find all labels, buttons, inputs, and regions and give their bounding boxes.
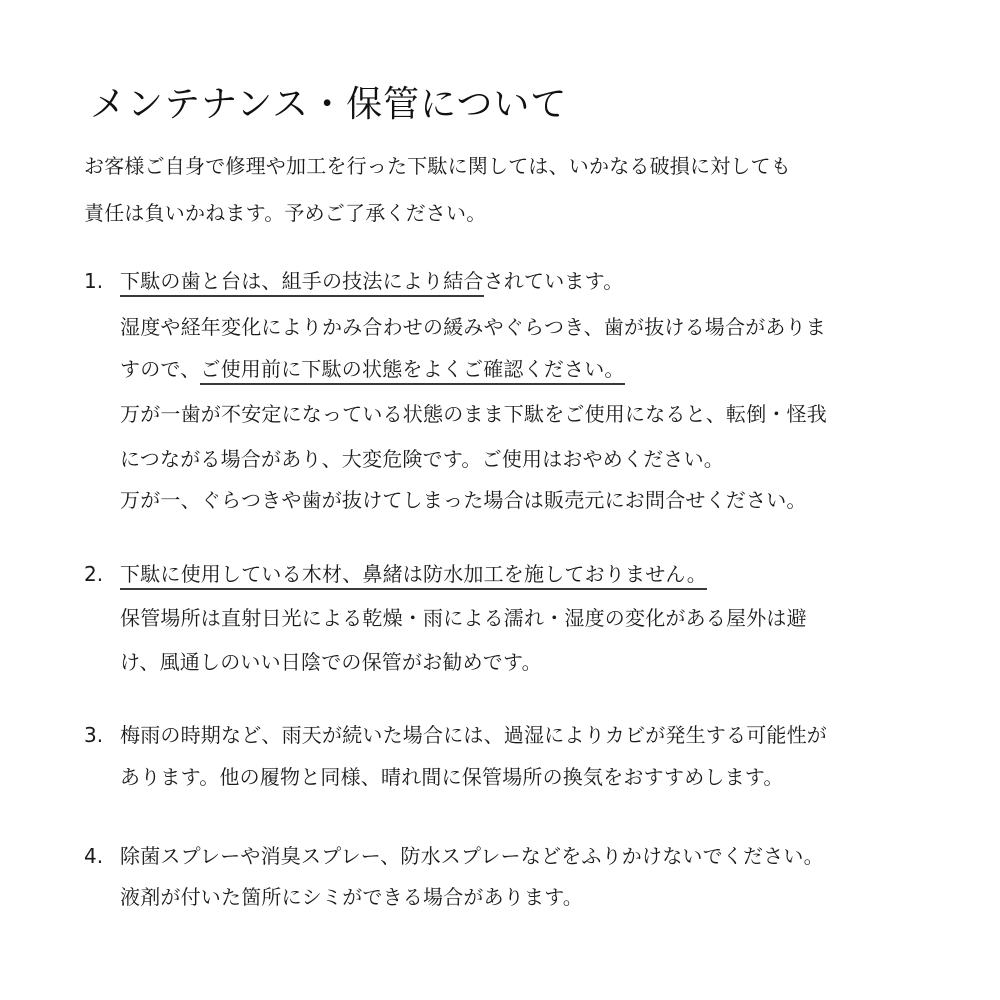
item-number: 3. <box>84 723 104 747</box>
item-number: 1. <box>84 269 104 293</box>
item-line: け、風通しのいい日陰での保管がお勧めです。 <box>120 650 542 674</box>
intro-line: お客様ご自身で修理や加工を行った下駄に関しては、いかなる破損に対しても <box>84 154 791 178</box>
item-line: 除菌スプレーや消臭スプレー、防水スプレーなどをふりかけないでください。 <box>120 844 824 868</box>
item-line: 湿度や経年変化によりかみ合わせの緩みやぐらつき、歯が抜ける場合がありま <box>120 315 826 339</box>
underlined-text: ご使用前に下駄の状態をよくご確認ください。 <box>200 357 624 385</box>
item-line: 万が一歯が不安定になっている状態のまま下駄をご使用になると、転倒・怪我 <box>120 402 827 426</box>
item-line <box>120 560 707 588</box>
item-line <box>120 267 623 295</box>
item-line <box>120 355 625 383</box>
item-number: 2. <box>84 562 104 586</box>
underlined-text: 下駄に使用している木材、鼻緒は防水加工を施しておりません。 <box>120 562 707 590</box>
item-line: 万が一、ぐらつきや歯が抜けてしまった場合は販売元にお問合せください。 <box>120 488 807 512</box>
item-line: 液剤が付いた箇所にシミができる場合があります。 <box>120 885 583 909</box>
item-number: 4. <box>84 844 104 868</box>
underlined-text: 下駄の歯と台は、組手の技法により結合 <box>120 269 484 297</box>
item-text: すので、 <box>120 357 201 381</box>
page-title: メンテナンス・保管について <box>90 84 568 125</box>
item-line: 保管場所は直射日光による乾燥・雨による濡れ・湿度の変化がある屋外は避 <box>120 606 807 630</box>
item-line: につながる場合があり、大変危険です。ご使用はおやめください。 <box>120 447 724 471</box>
item-line: 梅雨の時期など、雨天が続いた場合には、過湿によりカビが発生する可能性が <box>120 723 827 747</box>
intro-line: 責任は負いかねます。予めご了承ください。 <box>84 201 487 225</box>
item-line: あります。他の履物と同様、晴れ間に保管場所の換気をおすすめします。 <box>120 765 784 789</box>
item-text: されています。 <box>483 269 624 293</box>
